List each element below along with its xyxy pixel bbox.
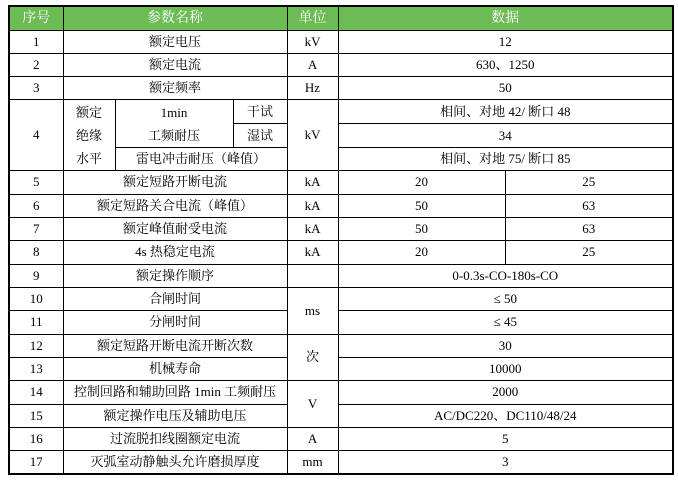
table-row [9, 381, 673, 404]
unit-cell: Hz [287, 77, 338, 100]
unit-cell: 次 [287, 334, 338, 381]
value-cell-left: 20 [338, 241, 505, 264]
value-cell: 34 [338, 124, 673, 148]
col-header-unit: 单位 [287, 6, 338, 30]
value-cell: 相间、对地 75/ 断口 85 [338, 148, 673, 171]
serial-cell: 16 [9, 427, 63, 450]
value-cell: 2000 [338, 381, 673, 404]
param-name-cell: 额定短路关合电流（峰值） [63, 194, 287, 217]
value-cell: 630、1250 [338, 53, 673, 76]
unit-cell [287, 264, 338, 287]
impulse-withstand-label-cell: 雷电冲击耐压（峰值） [115, 148, 287, 171]
serial-cell: 4 [9, 100, 63, 171]
table-row [9, 334, 673, 357]
param-name-cell: 过流脱扣线圈额定电流 [63, 427, 287, 450]
table-row [9, 53, 673, 76]
table-row [9, 451, 673, 474]
value-cell: 0-0.3s-CO-180s-CO [338, 264, 673, 287]
unit-cell: kA [287, 171, 338, 194]
value-cell: ≤ 45 [338, 311, 673, 334]
col-header-param-name: 参数名称 [63, 6, 287, 30]
unit-cell: kV [287, 100, 338, 171]
serial-cell: 1 [9, 30, 63, 53]
table-row [9, 311, 673, 334]
serial-cell: 6 [9, 194, 63, 217]
insulation-level-line: 绝缘 [75, 127, 102, 143]
value-cell: 12 [338, 30, 673, 53]
param-name-cell: 额定电压 [63, 30, 287, 53]
table-row [9, 404, 673, 427]
power-frequency-withstand-line: 1min [160, 104, 188, 120]
value-cell: 10000 [338, 357, 673, 380]
serial-cell: 15 [9, 404, 63, 427]
value-cell-right: 63 [505, 194, 673, 217]
param-name-cell: 额定操作顺序 [63, 264, 287, 287]
col-header-data: 数据 [338, 6, 673, 30]
serial-cell: 2 [9, 53, 63, 76]
value-cell-right: 25 [505, 241, 673, 264]
serial-cell: 3 [9, 77, 63, 100]
unit-cell: A [287, 53, 338, 76]
table-row [9, 100, 673, 124]
serial-cell: 10 [9, 287, 63, 310]
serial-cell: 7 [9, 218, 63, 241]
serial-cell: 12 [9, 334, 63, 357]
table-row [9, 357, 673, 380]
serial-cell: 13 [9, 357, 63, 380]
param-name-cell: 灭弧室动静触头允许磨损厚度 [63, 451, 287, 474]
value-cell-right: 63 [505, 218, 673, 241]
serial-cell: 14 [9, 381, 63, 404]
param-name-cell: 分闸时间 [63, 311, 287, 334]
param-name-cell: 额定频率 [63, 77, 287, 100]
serial-cell: 17 [9, 451, 63, 474]
param-name-cell: 额定电流 [63, 53, 287, 76]
value-cell: 相间、对地 42/ 断口 48 [338, 100, 673, 124]
value-cell-left: 20 [338, 171, 505, 194]
value-cell: ≤ 50 [338, 287, 673, 310]
insulation-level-line: 水平 [75, 150, 102, 166]
table-row [9, 241, 673, 264]
unit-cell: kA [287, 194, 338, 217]
insulation-level-line: 额定 [75, 104, 102, 120]
value-cell: AC/DC220、DC110/48/24 [338, 404, 673, 427]
table-row [9, 264, 673, 287]
power-frequency-withstand-cell [115, 100, 233, 148]
unit-cell: A [287, 427, 338, 450]
wet-test-label-cell: 湿试 [233, 124, 287, 148]
value-cell-left: 50 [338, 218, 505, 241]
table-row [9, 77, 673, 100]
param-name-cell: 4s 热稳定电流 [63, 241, 287, 264]
serial-cell: 11 [9, 311, 63, 334]
param-name-cell: 控制回路和辅助回路 1min 工频耐压 [63, 381, 287, 404]
table-row [9, 218, 673, 241]
header-row [9, 6, 673, 30]
table-row [9, 30, 673, 53]
value-cell: 50 [338, 77, 673, 100]
unit-cell: ms [287, 287, 338, 334]
param-name-cell: 额定短路开断电流开断次数 [63, 334, 287, 357]
param-name-cell: 额定峰值耐受电流 [63, 218, 287, 241]
serial-cell: 8 [9, 241, 63, 264]
unit-cell: kA [287, 218, 338, 241]
col-header-index: 序号 [9, 6, 63, 30]
unit-cell: kA [287, 241, 338, 264]
param-name-cell: 合闸时间 [63, 287, 287, 310]
value-cell-left: 50 [338, 194, 505, 217]
unit-cell: kV [287, 30, 338, 53]
value-cell: 30 [338, 334, 673, 357]
unit-cell: V [287, 381, 338, 428]
power-frequency-withstand-line: 工频耐压 [147, 127, 200, 143]
value-cell: 5 [338, 427, 673, 450]
param-name-cell: 额定短路开断电流 [63, 171, 287, 194]
param-name-cell: 额定操作电压及辅助电压 [63, 404, 287, 427]
table-row [9, 287, 673, 310]
value-cell: 3 [338, 451, 673, 474]
table-row [9, 171, 673, 194]
value-cell-right: 25 [505, 171, 673, 194]
unit-cell: mm [287, 451, 338, 474]
table-row [9, 194, 673, 217]
dry-test-label-cell: 干试 [233, 100, 287, 124]
serial-cell: 5 [9, 171, 63, 194]
serial-cell: 9 [9, 264, 63, 287]
spec-table [8, 5, 674, 475]
insulation-level-cell [63, 100, 115, 171]
param-name-cell: 机械寿命 [63, 357, 287, 380]
table-row [9, 427, 673, 450]
